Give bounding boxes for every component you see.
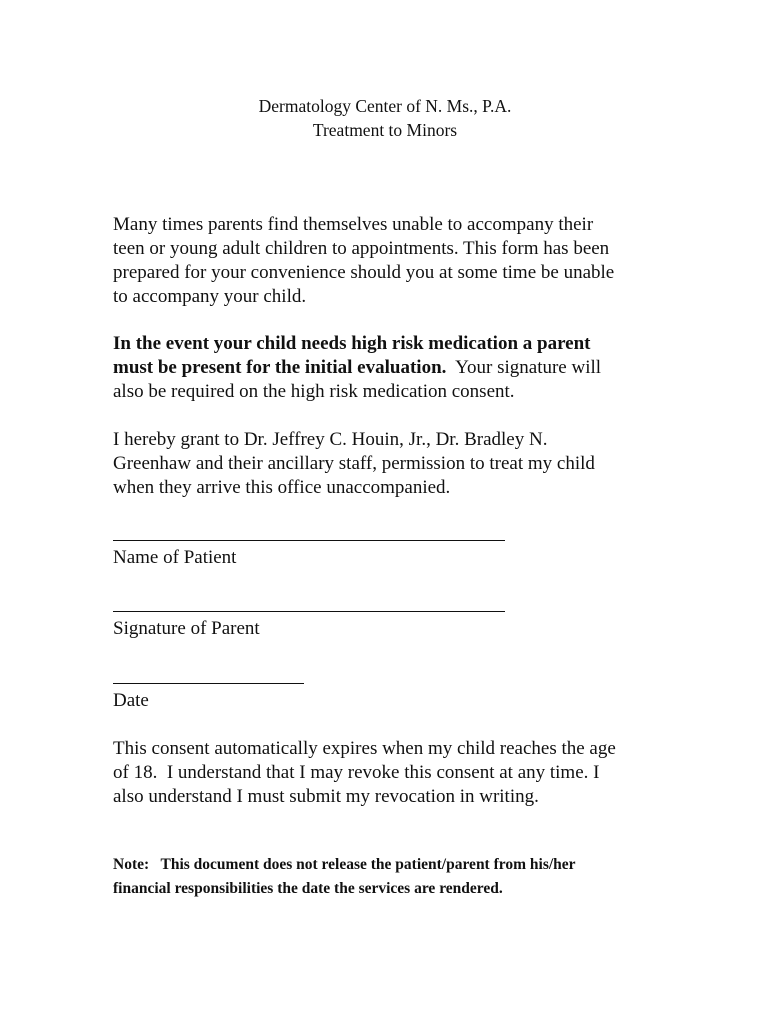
grant-paragraph [113, 428, 653, 500]
parent-signature-label: Signature of Parent [113, 618, 260, 639]
high-risk-bold-line: In the event your child needs high risk medication a parent [113, 333, 591, 354]
document-header [0, 94, 770, 142]
note-line: financial responsibilities the date the services are rendered. [113, 880, 503, 897]
intro-line: prepared for your convenience should you at some time be unable [113, 262, 615, 283]
parent-signature-line[interactable] [113, 611, 505, 612]
patient-name-line[interactable] [113, 540, 505, 541]
expiry-line: also understand I must submit my revocation in writing. [113, 786, 539, 807]
intro-line: to accompany your child. [113, 286, 307, 307]
grant-line: when they arrive this office unaccompanied. [113, 477, 451, 498]
expiry-line: This consent automatically expires when my child reaches the age [113, 738, 616, 759]
high-risk-bold-line: must be present for the initial evaluation. [113, 357, 447, 378]
intro-paragraph [113, 213, 653, 309]
date-label: Date [113, 690, 149, 711]
financial-note [113, 853, 673, 901]
grant-line: I hereby grant to Dr. Jeffrey C. Houin, Jr., Dr. Bradley N. [113, 429, 548, 450]
expiry-paragraph [113, 737, 653, 809]
form-title: Treatment to Minors [312, 120, 458, 140]
grant-line: Greenhaw and their ancillary staff, permission to treat my child [113, 453, 595, 474]
patient-name-label: Name of Patient [113, 547, 237, 568]
note-line: Note: This document does not release the patient/parent from his/her [113, 856, 576, 873]
high-risk-paragraph [113, 332, 653, 404]
high-risk-tail: Your signature will [446, 357, 602, 378]
high-risk-line: also be required on the high risk medication consent. [113, 381, 515, 402]
intro-line: Many times parents find themselves unable to accompany their [113, 214, 594, 235]
date-line[interactable] [113, 683, 304, 684]
expiry-line: of 18. I understand that I may revoke this consent at any time. I [113, 762, 600, 783]
clinic-name: Dermatology Center of N. Ms., P.A. [258, 96, 512, 116]
intro-line: teen or young adult children to appointments. This form has been [113, 238, 610, 259]
